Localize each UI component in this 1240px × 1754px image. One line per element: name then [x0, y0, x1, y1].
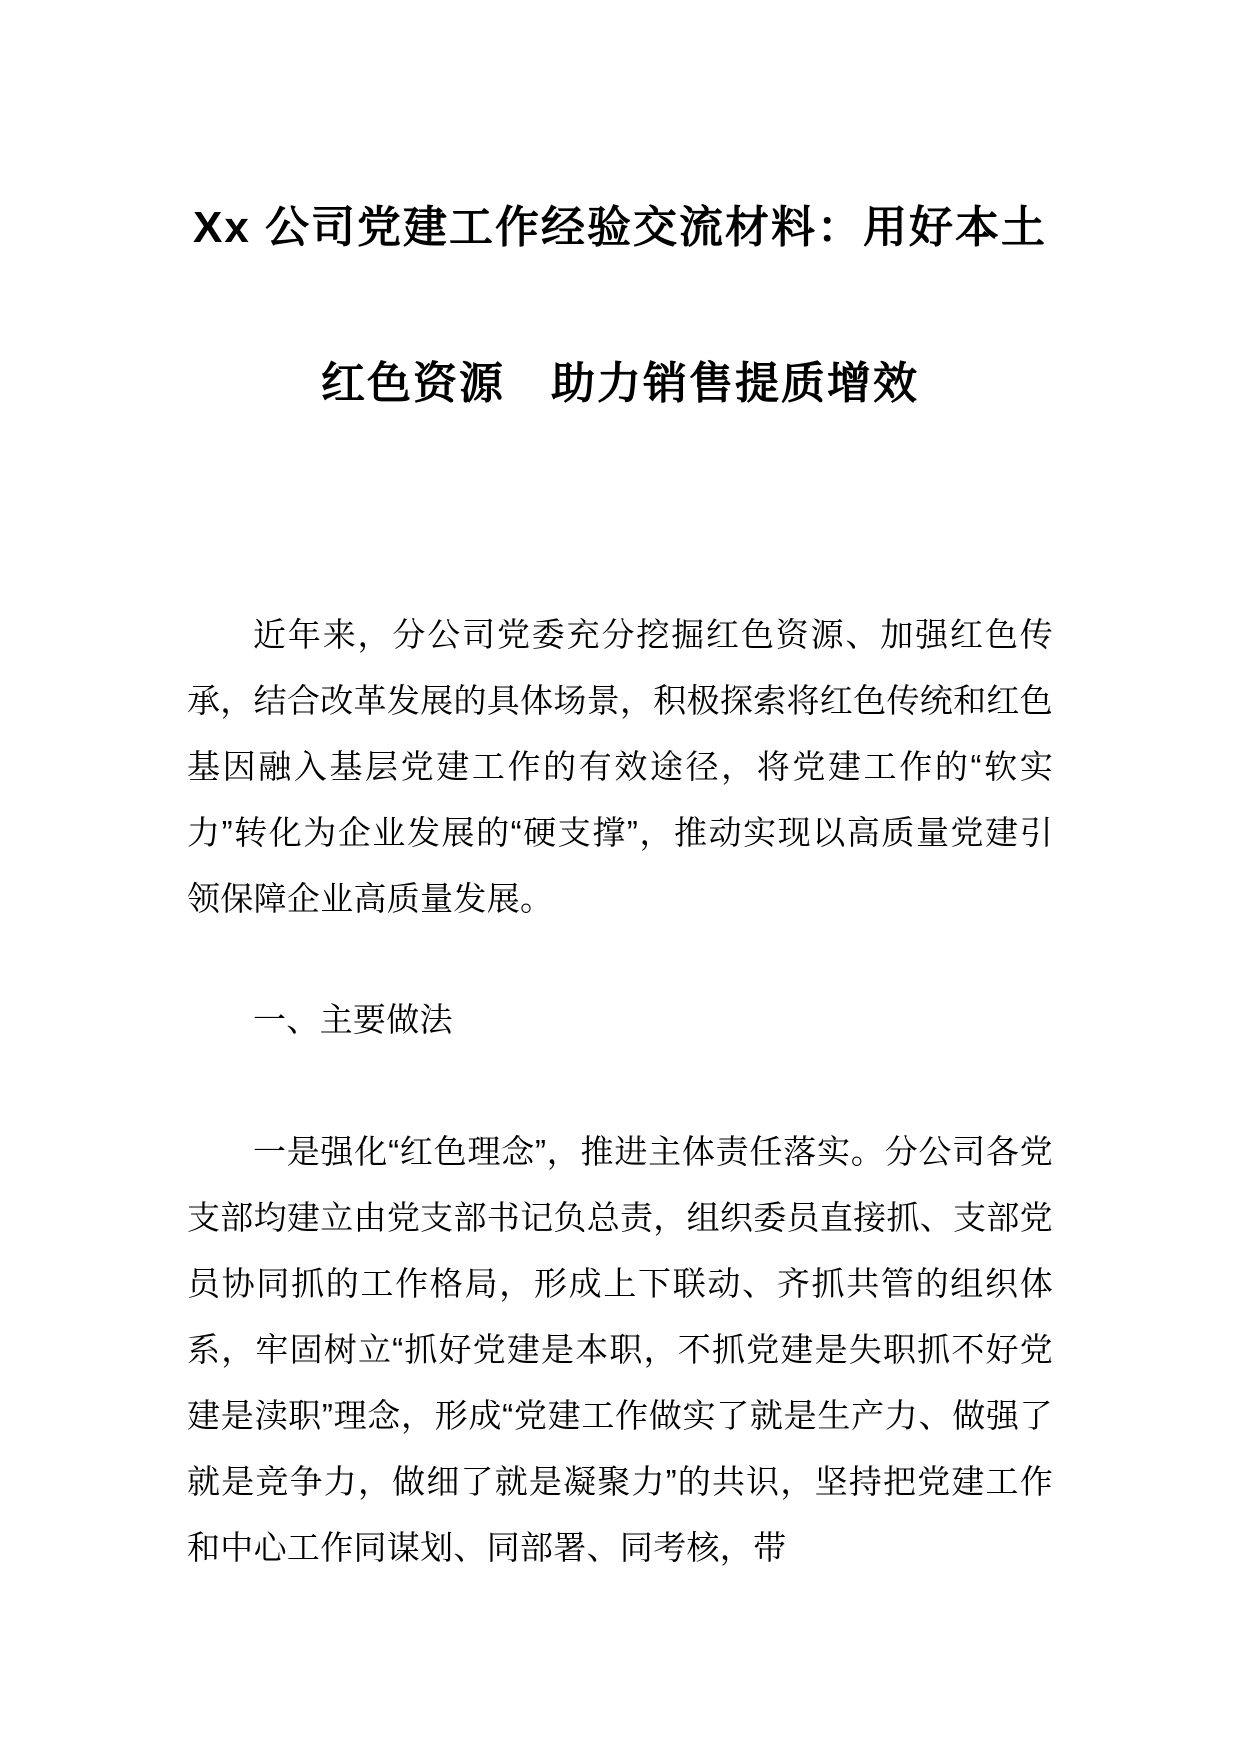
document-title-line-2: 红色资源 助力销售提质增效 — [321, 359, 919, 408]
document-title-line-1: Xx 公司党建工作经验交流材料：用好本土 — [192, 203, 1048, 252]
intro-paragraph: 近年来，分公司党委充分挖掘红色资源、加强红色传承，结合改革发展的具体场景，积极探索将红色传统和红色基因融入基层党建工作的有效途径，将党建工作的“软实力”转化为企业发展的“硬支撑”，推动实现以高质量党建引领保障企业高质量发展。 — [187, 616, 1053, 917]
document-title — [187, 150, 1053, 462]
practice-paragraph-1: 一是强化“红色理念”，推进主体责任落实。分公司各党支部均建立由党支部书记负总责，组织委员直接抓、支部党员协同抓的工作格局，形成上下联动、齐抓共管的组织体系，牢固树立“抓好党建是本职，不抓党建是失职抓不好党建是渎职”理念，形成“党建工作做实了就是生产力、做强了就是竞争力，做细了就是凝聚力”的共识，坚持把党建工作和中心工作同谋划、同部署、同考核，带 — [187, 1133, 1053, 1566]
section-heading-main-practices: 一、主要做法 — [253, 1001, 453, 1038]
